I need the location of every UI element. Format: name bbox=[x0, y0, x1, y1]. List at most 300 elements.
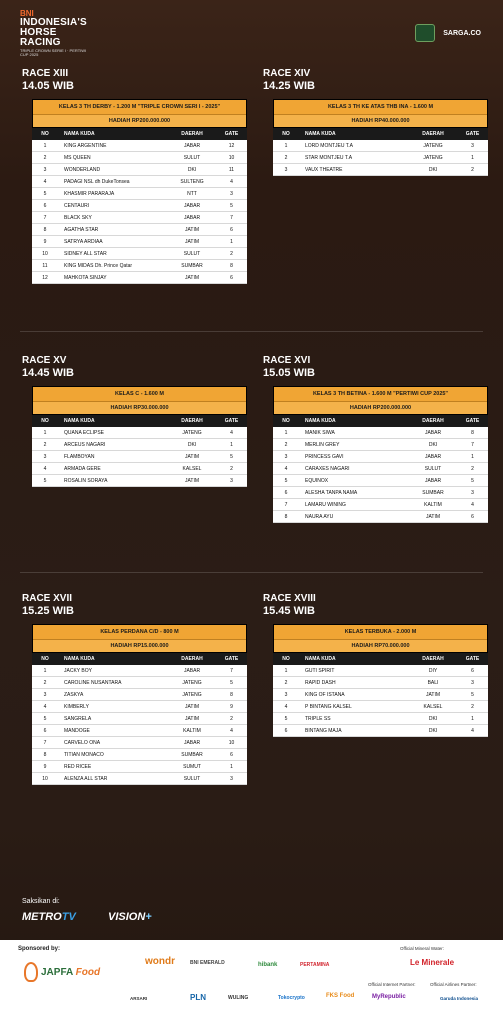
table-row bbox=[32, 427, 247, 439]
cell-gate: 8 bbox=[457, 427, 488, 439]
cell-gate: 9 bbox=[216, 701, 247, 713]
cell-horse-name: KHASMIR PARARAJA bbox=[58, 188, 168, 200]
table-row bbox=[273, 140, 488, 152]
internet-label: Official Internet Partner: bbox=[368, 982, 416, 987]
cell-horse-name: CAROLINE NUSANTARA bbox=[58, 677, 168, 689]
cell-horse-name: MANDOGE bbox=[58, 725, 168, 737]
cell-gate: 5 bbox=[216, 200, 247, 212]
cell-no: 12 bbox=[32, 272, 58, 284]
cell-no: 3 bbox=[273, 689, 299, 701]
partner-logos bbox=[415, 24, 481, 42]
cell-horse-name: QUANA ECLIPSE bbox=[58, 427, 168, 439]
event-logo bbox=[20, 10, 90, 57]
sarga-logo: SARGA.CO bbox=[443, 29, 481, 37]
cell-gate: 3 bbox=[216, 188, 247, 200]
cell-gate: 4 bbox=[457, 725, 488, 737]
cell-horse-name: BLACK SKY bbox=[58, 212, 168, 224]
cell-horse-name: KING ARGENTINE bbox=[58, 140, 168, 152]
cell-no: 7 bbox=[32, 737, 58, 749]
cell-no: 1 bbox=[273, 140, 299, 152]
cell-no: 5 bbox=[273, 713, 299, 725]
cell-daerah: JATIM bbox=[168, 272, 216, 284]
cell-daerah: JATIM bbox=[168, 451, 216, 463]
col-gate-header: GATE bbox=[457, 653, 488, 665]
table-row bbox=[32, 749, 247, 761]
cell-daerah: JATIM bbox=[168, 224, 216, 236]
race-class-header bbox=[32, 99, 247, 128]
table-row bbox=[32, 761, 247, 773]
cell-horse-name: STAR MONTJEU T.A bbox=[299, 152, 409, 164]
race-prize: HADIAH RP200.000.000 bbox=[33, 115, 246, 127]
cell-gate: 3 bbox=[457, 677, 488, 689]
race-table bbox=[32, 653, 247, 785]
cell-horse-name: EQUINOX bbox=[299, 475, 409, 487]
table-row bbox=[32, 475, 247, 487]
cell-daerah: SULTENG bbox=[168, 176, 216, 188]
cell-horse-name: P BINTANG KALSEL bbox=[299, 701, 409, 713]
race-time: 15.25 WIB bbox=[22, 605, 74, 617]
cell-horse-name: ZASKYA bbox=[58, 689, 168, 701]
table-row bbox=[32, 773, 247, 785]
sponsor-arsari: ARSARI bbox=[130, 996, 148, 1001]
cell-horse-name: TITIAN MONACO bbox=[58, 749, 168, 761]
cell-gate: 2 bbox=[216, 248, 247, 260]
cell-daerah: DKI bbox=[168, 164, 216, 176]
race-table bbox=[32, 415, 247, 487]
col-daerah-header: DAERAH bbox=[409, 128, 457, 140]
japfa-mark-icon bbox=[24, 962, 38, 982]
table-row bbox=[273, 725, 488, 737]
race-table bbox=[273, 653, 488, 737]
table-row bbox=[273, 677, 488, 689]
cell-daerah: DKI bbox=[409, 439, 457, 451]
cell-no: 3 bbox=[273, 451, 299, 463]
table-row bbox=[32, 451, 247, 463]
cell-gate: 1 bbox=[216, 439, 247, 451]
race-class: KELAS 3 TH BETINA - 1.600 M "PERTIWI CUP 2025" bbox=[274, 387, 487, 402]
cell-horse-name: BINTANG MAJA bbox=[299, 725, 409, 737]
table-row bbox=[273, 164, 488, 176]
watch-label: Saksikan di: bbox=[22, 898, 60, 905]
cell-gate: 1 bbox=[216, 761, 247, 773]
sponsor-band bbox=[0, 940, 503, 1024]
japfa-logo: JAPFA Food bbox=[24, 962, 100, 982]
table-row bbox=[273, 701, 488, 713]
cell-horse-name: AGATHA STAR bbox=[58, 224, 168, 236]
table-row bbox=[32, 463, 247, 475]
cell-daerah: SULUT bbox=[168, 248, 216, 260]
cell-no: 9 bbox=[32, 761, 58, 773]
cell-horse-name: ALENZA ALL STAR bbox=[58, 773, 168, 785]
cell-horse-name: VAUX THEATRE bbox=[299, 164, 409, 176]
cell-daerah: JATENG bbox=[168, 677, 216, 689]
table-header-row bbox=[32, 415, 247, 427]
cell-no: 2 bbox=[32, 152, 58, 164]
cell-no: 3 bbox=[32, 451, 58, 463]
cell-no: 3 bbox=[273, 164, 299, 176]
table-row bbox=[32, 725, 247, 737]
cell-no: 3 bbox=[32, 689, 58, 701]
col-no-header: NO bbox=[32, 653, 58, 665]
section-divider bbox=[20, 572, 483, 573]
cell-horse-name: ARCEUS NAGARI bbox=[58, 439, 168, 451]
race-class-header bbox=[273, 624, 488, 653]
table-row bbox=[273, 689, 488, 701]
table-header-row bbox=[273, 415, 488, 427]
logo-subtitle: TRIPLE CROWN SERIE I · PERTIWI CUP 2025 bbox=[20, 48, 87, 57]
table-row bbox=[32, 236, 247, 248]
col-gate-header: GATE bbox=[457, 128, 488, 140]
cell-daerah: SUMBAR bbox=[168, 260, 216, 272]
cell-horse-name: LORD MONTJEU T.A bbox=[299, 140, 409, 152]
cell-no: 5 bbox=[32, 475, 58, 487]
col-daerah-header: DAERAH bbox=[168, 128, 216, 140]
race-table bbox=[273, 128, 488, 176]
airline-label: Official Airlines Partner: bbox=[430, 982, 477, 987]
cell-no: 9 bbox=[32, 236, 58, 248]
cell-daerah: DKI bbox=[409, 713, 457, 725]
cell-gate: 5 bbox=[216, 451, 247, 463]
col-gate-header: GATE bbox=[216, 128, 247, 140]
cell-no: 2 bbox=[32, 677, 58, 689]
cell-gate: 10 bbox=[216, 152, 247, 164]
race-block bbox=[263, 593, 483, 737]
sponsor-garuda: Garuda Indonesia bbox=[440, 996, 479, 1001]
table-row bbox=[32, 188, 247, 200]
col-daerah-header: DAERAH bbox=[168, 415, 216, 427]
table-row bbox=[32, 224, 247, 236]
table-row bbox=[273, 499, 488, 511]
cell-horse-name: FLAMBOYAN bbox=[58, 451, 168, 463]
sponsor-bni-emerald: BNI EMERALD bbox=[190, 960, 225, 966]
race-prize: HADIAH RP200.000.000 bbox=[274, 402, 487, 414]
cell-horse-name: MAHKOTA SINJAY bbox=[58, 272, 168, 284]
cell-daerah: JATIM bbox=[409, 689, 457, 701]
cell-daerah: JATIM bbox=[409, 511, 457, 523]
cell-no: 7 bbox=[32, 212, 58, 224]
race-table bbox=[273, 415, 488, 523]
cell-daerah: SUMBAR bbox=[168, 749, 216, 761]
col-daerah-header: DAERAH bbox=[168, 653, 216, 665]
table-header-row bbox=[273, 128, 488, 140]
cell-daerah: DIY bbox=[409, 665, 457, 677]
cell-no: 10 bbox=[32, 773, 58, 785]
cell-gate: 8 bbox=[216, 689, 247, 701]
cell-no: 4 bbox=[32, 176, 58, 188]
cell-gate: 10 bbox=[216, 737, 247, 749]
section-divider bbox=[20, 331, 483, 332]
cell-gate: 8 bbox=[216, 260, 247, 272]
table-row bbox=[273, 152, 488, 164]
cell-no: 4 bbox=[273, 463, 299, 475]
cell-horse-name: RAPID DASH bbox=[299, 677, 409, 689]
cell-gate: 2 bbox=[216, 463, 247, 475]
cell-gate: 1 bbox=[457, 713, 488, 725]
cell-daerah: SUMUT bbox=[168, 761, 216, 773]
logo-bni: BNI bbox=[20, 9, 34, 18]
table-row bbox=[32, 152, 247, 164]
cell-no: 4 bbox=[32, 701, 58, 713]
cell-horse-name: RED RICEE bbox=[58, 761, 168, 773]
cell-no: 1 bbox=[273, 665, 299, 677]
table-row bbox=[32, 439, 247, 451]
cell-daerah: DKI bbox=[409, 164, 457, 176]
col-name-header: NAMA KUDA bbox=[58, 415, 168, 427]
table-row bbox=[32, 200, 247, 212]
logo-line-1: INDONESIA'S bbox=[20, 17, 87, 28]
race-block bbox=[22, 68, 242, 284]
cell-daerah: JATIM bbox=[168, 236, 216, 248]
cell-horse-name: GUTI SPIRIT bbox=[299, 665, 409, 677]
race-class-header bbox=[32, 386, 247, 415]
cell-horse-name: JACKY BOY bbox=[58, 665, 168, 677]
cell-daerah: JABAR bbox=[409, 451, 457, 463]
cell-gate: 7 bbox=[216, 665, 247, 677]
race-class: KELAS 3 TH DERBY - 1.200 M "TRIPLE CROWN SERI I - 2025" bbox=[33, 100, 246, 115]
col-daerah-header: DAERAH bbox=[409, 415, 457, 427]
cell-daerah: DKI bbox=[168, 439, 216, 451]
table-header-row bbox=[273, 653, 488, 665]
cell-daerah: JATENG bbox=[168, 427, 216, 439]
cell-no: 5 bbox=[32, 713, 58, 725]
cell-no: 6 bbox=[32, 725, 58, 737]
cell-daerah: SULUT bbox=[168, 773, 216, 785]
cell-daerah: KALTIM bbox=[168, 725, 216, 737]
col-no-header: NO bbox=[273, 128, 299, 140]
cell-daerah: JABAR bbox=[168, 665, 216, 677]
table-row bbox=[32, 677, 247, 689]
table-row bbox=[273, 487, 488, 499]
cell-gate: 3 bbox=[216, 773, 247, 785]
cell-gate: 7 bbox=[457, 439, 488, 451]
cell-gate: 3 bbox=[216, 475, 247, 487]
cell-daerah: JABAR bbox=[409, 475, 457, 487]
cell-no: 11 bbox=[32, 260, 58, 272]
table-row bbox=[273, 511, 488, 523]
table-row bbox=[32, 272, 247, 284]
race-time: 14.25 WIB bbox=[263, 80, 315, 92]
cell-gate: 3 bbox=[457, 140, 488, 152]
col-name-header: NAMA KUDA bbox=[299, 415, 409, 427]
sponsor-fks-food: FKS Food bbox=[326, 993, 355, 999]
cell-no: 6 bbox=[32, 200, 58, 212]
race-class: KELAS 3 TH KE ATAS THB INA - 1.600 M bbox=[274, 100, 487, 115]
cell-no: 4 bbox=[273, 701, 299, 713]
cell-gate: 4 bbox=[457, 499, 488, 511]
col-name-header: NAMA KUDA bbox=[299, 653, 409, 665]
col-no-header: NO bbox=[32, 415, 58, 427]
cell-daerah: SULUT bbox=[409, 463, 457, 475]
cell-gate: 1 bbox=[216, 236, 247, 248]
sponsor-hibank: hibank bbox=[258, 962, 278, 968]
cell-horse-name: SANGRELA bbox=[58, 713, 168, 725]
cell-daerah: DKI bbox=[409, 725, 457, 737]
cell-gate: 5 bbox=[457, 475, 488, 487]
cell-no: 1 bbox=[32, 140, 58, 152]
race-prize: HADIAH RP40.000.000 bbox=[274, 115, 487, 127]
race-prize: HADIAH RP15.000.000 bbox=[33, 640, 246, 652]
cell-daerah: KALSEL bbox=[409, 701, 457, 713]
table-row bbox=[32, 689, 247, 701]
col-no-header: NO bbox=[273, 415, 299, 427]
table-row bbox=[273, 665, 488, 677]
cell-horse-name: CENTAURI bbox=[58, 200, 168, 212]
col-gate-header: GATE bbox=[216, 653, 247, 665]
cell-gate: 1 bbox=[457, 451, 488, 463]
race-title: RACE XV bbox=[22, 355, 67, 366]
cell-no: 8 bbox=[32, 749, 58, 761]
vision-plus-logo: VISION+ bbox=[108, 911, 152, 923]
col-name-header: NAMA KUDA bbox=[299, 128, 409, 140]
cell-gate: 1 bbox=[457, 152, 488, 164]
mineral-label: Official Mineral Water: bbox=[400, 946, 445, 951]
col-name-header: NAMA KUDA bbox=[58, 128, 168, 140]
race-time: 14.05 WIB bbox=[22, 80, 74, 92]
table-row bbox=[273, 713, 488, 725]
table-row bbox=[32, 260, 247, 272]
race-time: 15.05 WIB bbox=[263, 367, 315, 379]
sponsor-wondr: wondr bbox=[145, 956, 175, 967]
cell-daerah: JABAR bbox=[168, 140, 216, 152]
cell-no: 3 bbox=[32, 164, 58, 176]
race-time: 14.45 WIB bbox=[22, 367, 74, 379]
cell-horse-name: KIMBERLY bbox=[58, 701, 168, 713]
cell-gate: 2 bbox=[457, 164, 488, 176]
cell-daerah: NTT bbox=[168, 188, 216, 200]
cell-daerah: SULUT bbox=[168, 152, 216, 164]
race-title: RACE XIII bbox=[22, 68, 69, 79]
table-row bbox=[32, 212, 247, 224]
sponsor-myrepublic: MyRepublic bbox=[372, 994, 406, 1000]
cell-no: 1 bbox=[32, 665, 58, 677]
sponsor-pertamina: PERTAMINA bbox=[300, 962, 330, 968]
cell-daerah: KALSEL bbox=[168, 463, 216, 475]
col-no-header: NO bbox=[32, 128, 58, 140]
race-title: RACE XVI bbox=[263, 355, 311, 366]
cell-gate: 6 bbox=[457, 665, 488, 677]
race-table bbox=[32, 128, 247, 284]
cell-no: 8 bbox=[32, 224, 58, 236]
cell-daerah: JABAR bbox=[168, 200, 216, 212]
cell-gate: 11 bbox=[216, 164, 247, 176]
logo-line-2: HORSE RACING bbox=[20, 27, 61, 48]
cell-horse-name: PRINCESS GAVI bbox=[299, 451, 409, 463]
cell-gate: 7 bbox=[216, 212, 247, 224]
table-row bbox=[273, 451, 488, 463]
cell-horse-name: PADAGI NSL dh DukeTonsea bbox=[58, 176, 168, 188]
col-gate-header: GATE bbox=[457, 415, 488, 427]
cell-daerah: SUMBAR bbox=[409, 487, 457, 499]
cell-horse-name: KING MIDAS Dh. Prince Qatar bbox=[58, 260, 168, 272]
cell-daerah: JABAR bbox=[409, 427, 457, 439]
sponsor-pln: PLN bbox=[190, 993, 206, 1002]
col-gate-header: GATE bbox=[216, 415, 247, 427]
race-class: KELAS TERBUKA - 2.000 M bbox=[274, 625, 487, 640]
cell-daerah: JATIM bbox=[168, 713, 216, 725]
header bbox=[0, 0, 503, 60]
table-row bbox=[32, 248, 247, 260]
race-time: 15.45 WIB bbox=[263, 605, 315, 617]
col-name-header: NAMA KUDA bbox=[58, 653, 168, 665]
cell-gate: 6 bbox=[216, 272, 247, 284]
table-row bbox=[32, 164, 247, 176]
table-row bbox=[32, 701, 247, 713]
table-row bbox=[273, 427, 488, 439]
cell-horse-name: MERLIN GREY bbox=[299, 439, 409, 451]
cell-gate: 6 bbox=[457, 511, 488, 523]
cell-horse-name: SATRYA ARDIAA bbox=[58, 236, 168, 248]
cell-horse-name: MS QUEEN bbox=[58, 152, 168, 164]
cell-daerah: JATENG bbox=[168, 689, 216, 701]
cell-no: 6 bbox=[273, 725, 299, 737]
cell-horse-name: KING OF ISTANA bbox=[299, 689, 409, 701]
race-block bbox=[263, 355, 483, 523]
cell-gate: 5 bbox=[216, 677, 247, 689]
cell-horse-name: SIDNEY ALL STAR bbox=[58, 248, 168, 260]
cell-horse-name: ARMADA GERE bbox=[58, 463, 168, 475]
sponsor-le-minerale: Le Minerale bbox=[410, 958, 455, 967]
table-row bbox=[32, 713, 247, 725]
cell-no: 1 bbox=[273, 427, 299, 439]
cell-no: 5 bbox=[32, 188, 58, 200]
cell-horse-name: WONDERLAND bbox=[58, 164, 168, 176]
race-title: RACE XVII bbox=[22, 593, 73, 604]
cell-daerah: KALTIM bbox=[409, 499, 457, 511]
cell-daerah: BALI bbox=[409, 677, 457, 689]
race-class: KELAS PERDANA C/D - 800 M bbox=[33, 625, 246, 640]
race-class: KELAS C - 1.600 M bbox=[33, 387, 246, 402]
cell-no: 5 bbox=[273, 475, 299, 487]
cell-horse-name: CARVELO ONA bbox=[58, 737, 168, 749]
table-header-row bbox=[32, 653, 247, 665]
cell-daerah: JATENG bbox=[409, 152, 457, 164]
race-title: RACE XVIII bbox=[263, 593, 316, 604]
pordasi-logo-icon bbox=[415, 24, 435, 42]
cell-horse-name: TRIPLE SS bbox=[299, 713, 409, 725]
cell-horse-name: ALESHA TANPA NAMA bbox=[299, 487, 409, 499]
sponsor-wuling: WULING bbox=[228, 995, 249, 1001]
col-daerah-header: DAERAH bbox=[409, 653, 457, 665]
cell-horse-name: CARAXES NAGARI bbox=[299, 463, 409, 475]
race-title: RACE XIV bbox=[263, 68, 311, 79]
cell-gate: 2 bbox=[216, 713, 247, 725]
table-row bbox=[273, 463, 488, 475]
table-row bbox=[32, 665, 247, 677]
cell-daerah: JABAR bbox=[168, 212, 216, 224]
cell-horse-name: NAURA AYU bbox=[299, 511, 409, 523]
table-row bbox=[273, 439, 488, 451]
cell-daerah: JATIM bbox=[168, 475, 216, 487]
metrotv-logo: METROTV bbox=[22, 911, 76, 923]
table-row bbox=[32, 140, 247, 152]
cell-horse-name: MANIK SIWA bbox=[299, 427, 409, 439]
col-no-header: NO bbox=[273, 653, 299, 665]
cell-no: 2 bbox=[273, 439, 299, 451]
race-block bbox=[22, 355, 242, 487]
cell-no: 7 bbox=[273, 499, 299, 511]
cell-daerah: JATENG bbox=[409, 140, 457, 152]
race-class-header bbox=[273, 99, 488, 128]
cell-no: 2 bbox=[32, 439, 58, 451]
cell-gate: 4 bbox=[216, 176, 247, 188]
cell-horse-name: ROSALIN SORAYA bbox=[58, 475, 168, 487]
cell-no: 2 bbox=[273, 152, 299, 164]
race-prize: HADIAH RP30.000.000 bbox=[33, 402, 246, 414]
table-header-row bbox=[32, 128, 247, 140]
cell-gate: 6 bbox=[216, 224, 247, 236]
cell-no: 8 bbox=[273, 511, 299, 523]
cell-gate: 3 bbox=[457, 487, 488, 499]
